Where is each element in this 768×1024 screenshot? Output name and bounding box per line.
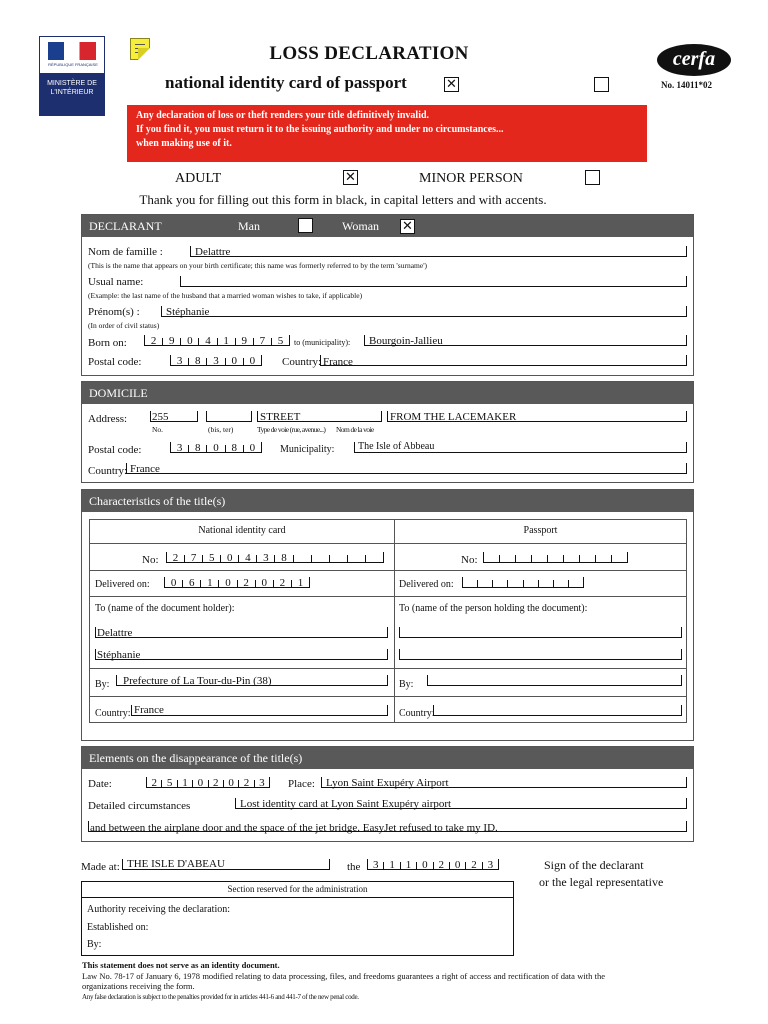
passport-number-field[interactable] bbox=[483, 552, 628, 563]
id-card-heading: National identity card bbox=[198, 525, 286, 536]
titles-heading: Characteristics of the title(s) bbox=[82, 490, 693, 512]
disappearance-section bbox=[81, 746, 694, 842]
delivered-digit bbox=[554, 580, 569, 587]
id-card-delivered-cell bbox=[89, 570, 395, 597]
id-digit bbox=[348, 555, 366, 562]
first-name-note: (In order of civil status) bbox=[88, 321, 160, 330]
postal-digit: 0 bbox=[207, 445, 225, 452]
warning-line-3: when making use of it. bbox=[136, 138, 232, 149]
minor-label: MINOR PERSON bbox=[419, 171, 523, 186]
first-name-label: Prénom(s) : bbox=[88, 306, 140, 318]
id-card-by-label: By: bbox=[95, 679, 110, 690]
id-card-holder-last-value: Delattre bbox=[97, 627, 133, 639]
delivered-digit bbox=[493, 580, 508, 587]
admin-established-label: Established on: bbox=[87, 922, 149, 933]
passport-holder-cell bbox=[394, 596, 687, 669]
birth-country-field[interactable] bbox=[320, 355, 687, 366]
number-note: No. bbox=[152, 425, 164, 434]
sig-date-digit: 3 bbox=[487, 859, 494, 871]
passport-by-label: By: bbox=[399, 679, 414, 690]
born-on-digit: 2 bbox=[145, 338, 163, 345]
delivered-digit bbox=[539, 580, 554, 587]
passport-digit bbox=[548, 555, 564, 562]
id-card-delivered-field[interactable] bbox=[164, 577, 310, 588]
titles-section bbox=[81, 489, 694, 741]
adult-label: ADULT bbox=[175, 171, 222, 186]
delivered-digit bbox=[463, 580, 478, 587]
born-on-digit: 9 bbox=[163, 338, 181, 345]
id-digit bbox=[312, 555, 330, 562]
domicile-country-label: Country: bbox=[88, 465, 128, 477]
date-digit: 2 bbox=[239, 780, 254, 787]
circumstances-label: Detailed circumstances bbox=[88, 800, 191, 812]
id-digit: 0 bbox=[221, 555, 239, 562]
born-on-digit: 9 bbox=[236, 338, 254, 345]
delivered-digit bbox=[508, 580, 523, 587]
made-at-value: THE ISLE D'ABEAU bbox=[127, 858, 225, 870]
passport-country-field[interactable] bbox=[433, 705, 682, 716]
street-name-value: FROM THE LACEMAKER bbox=[390, 411, 517, 423]
id-card-country-value: France bbox=[134, 704, 164, 716]
date-digit: 3 bbox=[259, 777, 265, 789]
delivered-digit: 1 bbox=[297, 577, 304, 589]
id-card-holder-cell bbox=[89, 596, 395, 669]
footer-law: Law No. 78-17 of January 6, 1978 modified relating to data processing, files, and freedoms guarantees a right of access and rectification of data with the organizations receiving the form. bbox=[82, 970, 605, 991]
id-card-holder-last-field[interactable] bbox=[95, 627, 388, 638]
circumstances-line-1: Lost identity card at Lyon Saint Exupéry airport bbox=[240, 798, 452, 810]
admin-section bbox=[81, 881, 514, 956]
passport-digit bbox=[532, 555, 548, 562]
passport-country-cell bbox=[394, 696, 687, 723]
passport-digit bbox=[500, 555, 516, 562]
postal-digit: 3 bbox=[171, 445, 189, 452]
adult-checkbox[interactable]: ✕ bbox=[343, 170, 358, 185]
passport-digit bbox=[580, 555, 596, 562]
delivered-digit bbox=[478, 580, 493, 587]
id-digit bbox=[330, 555, 348, 562]
passport-holder-first-field[interactable] bbox=[399, 649, 682, 660]
id-card-country-cell bbox=[89, 696, 395, 723]
date-digit: 1 bbox=[178, 780, 193, 787]
postal-digit: 3 bbox=[207, 358, 225, 365]
country-label: Country: bbox=[282, 356, 322, 368]
id-card-country-field[interactable] bbox=[131, 705, 388, 716]
passport-country-label: Country: bbox=[399, 708, 435, 719]
passport-delivered-label: Delivered on: bbox=[399, 579, 454, 590]
delivered-digit bbox=[524, 580, 539, 587]
delivered-digit: 0 bbox=[219, 580, 237, 587]
domicile-country-field[interactable] bbox=[126, 463, 687, 474]
first-name-value: Stéphanie bbox=[166, 306, 210, 318]
man-label: Man bbox=[238, 219, 260, 233]
signature-date-field[interactable] bbox=[367, 859, 499, 870]
sig-date-digit: 0 bbox=[417, 862, 433, 869]
footer-notes bbox=[82, 960, 605, 1002]
domicile-country-value: France bbox=[130, 463, 160, 475]
id-card-checkbox[interactable]: ✕ bbox=[444, 77, 459, 92]
born-on-label: Born on: bbox=[88, 337, 127, 349]
born-on-digit: 4 bbox=[199, 338, 217, 345]
sig-date-digit: 2 bbox=[434, 862, 450, 869]
date-digit: 2 bbox=[209, 780, 224, 787]
street-type-note: Type de voie (rue, avenue...) bbox=[257, 425, 326, 434]
passport-digit bbox=[516, 555, 532, 562]
passport-number-label: No: bbox=[461, 554, 478, 566]
warning-line-2: If you find it, you must return it to the issuing authority and under no circumstances... bbox=[136, 124, 504, 135]
postal-digit: 0 bbox=[249, 355, 256, 367]
date-the-label: the bbox=[347, 861, 361, 873]
postal-digit: 3 bbox=[171, 358, 189, 365]
passport-digit bbox=[612, 555, 627, 562]
passport-digit bbox=[564, 555, 580, 562]
id-card-holder-first-value: Stéphanie bbox=[97, 649, 141, 661]
id-digit: 7 bbox=[185, 555, 203, 562]
date-digit: 0 bbox=[224, 780, 239, 787]
passport-holder-label: To (name of the person holding the document): bbox=[399, 603, 588, 614]
id-card-number-label: No: bbox=[142, 554, 159, 566]
passport-by-cell bbox=[394, 668, 687, 697]
date-label: Date: bbox=[88, 778, 112, 790]
born-on-digit: 5 bbox=[277, 335, 284, 347]
passport-checkbox[interactable] bbox=[594, 77, 609, 92]
postal-digit: 0 bbox=[226, 358, 244, 365]
date-digit: 5 bbox=[162, 780, 177, 787]
admin-authority-label: Authority receiving the declaration: bbox=[87, 904, 231, 915]
declarant-section bbox=[81, 214, 694, 376]
cerfa-number: No. 14011*02 bbox=[661, 80, 713, 90]
id-digit: 5 bbox=[203, 555, 221, 562]
domicile-municipality-label: Municipality: bbox=[280, 444, 335, 455]
id-card-by-value: Prefecture of La Tour-du-Pin (38) bbox=[123, 675, 272, 687]
sig-date-digit: 1 bbox=[401, 862, 417, 869]
sig-date-digit: 2 bbox=[466, 862, 482, 869]
id-card-header-cell bbox=[89, 519, 395, 544]
born-on-digit: 7 bbox=[254, 338, 272, 345]
id-digit: 3 bbox=[257, 555, 275, 562]
sig-date-digit: 1 bbox=[384, 862, 400, 869]
signature-label-2: or the legal representative bbox=[539, 875, 664, 889]
woman-label: Woman bbox=[342, 219, 380, 233]
domicile-postal-code-field[interactable] bbox=[170, 442, 262, 453]
id-card-delivered-label: Delivered on: bbox=[95, 579, 150, 590]
logo-ministry-text: MINISTÈRE DE L'INTÉRIEUR bbox=[40, 73, 104, 116]
usual-name-label: Usual name: bbox=[88, 276, 144, 288]
disappearance-heading: Elements on the disappearance of the title(s) bbox=[82, 747, 693, 769]
date-digit: 0 bbox=[193, 780, 208, 787]
municipality-label: to (municipality): bbox=[294, 338, 351, 347]
passport-delivered-cell bbox=[394, 570, 687, 597]
id-card-number-cell bbox=[89, 543, 395, 571]
domicile-municipality-value: The Isle of Abbeau bbox=[358, 441, 435, 452]
place-value: Lyon Saint Exupéry Airport bbox=[326, 777, 449, 789]
street-number-value: 255 bbox=[152, 411, 169, 423]
sig-date-digit: 3 bbox=[368, 862, 384, 869]
place-label: Place: bbox=[288, 778, 315, 790]
passport-number-cell bbox=[394, 543, 687, 571]
usual-name-field[interactable] bbox=[180, 276, 687, 287]
delivered-digit: 0 bbox=[256, 580, 274, 587]
passport-heading: Passport bbox=[523, 525, 558, 536]
cerfa-logo: cerfa bbox=[657, 44, 731, 76]
logo-republic-text: RÉPUBLIQUE FRANÇAISE bbox=[48, 62, 98, 67]
date-digit: 2 bbox=[147, 780, 162, 787]
id-card-number-field[interactable] bbox=[166, 552, 384, 563]
passport-delivered-field[interactable] bbox=[462, 577, 584, 588]
domicile-section bbox=[81, 381, 694, 483]
warning-line-1: Any declaration of loss or theft renders your title definitively invalid. bbox=[136, 110, 430, 121]
warning-banner bbox=[127, 105, 647, 162]
birth-country-value: France bbox=[323, 356, 353, 368]
id-card-holder-label: To (name of the document holder): bbox=[95, 603, 235, 614]
postal-digit: 0 bbox=[249, 442, 256, 454]
id-digit bbox=[294, 555, 312, 562]
made-at-label: Made at: bbox=[81, 861, 120, 873]
admin-by-label: By: bbox=[87, 939, 102, 950]
bis-ter-note: (bis, ter) bbox=[208, 425, 234, 434]
born-on-field[interactable] bbox=[144, 335, 290, 346]
form-subtitle: national identity card of passport bbox=[165, 73, 407, 92]
instructions-text: Thank you for filling out this form in black, in capital letters and with accents. bbox=[139, 192, 547, 207]
footer-penal: Any false declaration is subject to the penalties provided for in articles 441-6 and 441-7 of the new penal code. bbox=[82, 992, 359, 1001]
id-digit: 2 bbox=[167, 555, 185, 562]
form-title: LOSS DECLARATION bbox=[269, 43, 469, 64]
family-name-label: Nom de famille : bbox=[88, 246, 163, 258]
postal-digit: 8 bbox=[226, 445, 244, 452]
disappearance-date-field[interactable] bbox=[146, 777, 270, 788]
first-name-field[interactable] bbox=[161, 306, 687, 317]
passport-digit bbox=[484, 555, 500, 562]
declarant-heading bbox=[82, 215, 693, 237]
id-digit bbox=[366, 555, 383, 562]
declarant-title: DECLARANT bbox=[89, 219, 162, 233]
family-name-field[interactable] bbox=[190, 246, 687, 257]
family-name-note: (This is the name that appears on your birth certificate; this name was formerly referred to by the term 'surname') bbox=[88, 261, 428, 270]
born-on-digit: 1 bbox=[218, 338, 236, 345]
woman-checkbox[interactable]: ✕ bbox=[400, 219, 415, 234]
born-on-digit: 0 bbox=[181, 338, 199, 345]
street-name-note: Nom de la voie bbox=[336, 425, 374, 434]
passport-digit bbox=[596, 555, 612, 562]
delivered-digit: 6 bbox=[183, 580, 201, 587]
delivered-digit bbox=[569, 580, 583, 587]
delivered-digit: 2 bbox=[274, 580, 292, 587]
birth-municipality-value: Bourgoin-Jallieu bbox=[369, 335, 443, 347]
postal-digit: 8 bbox=[189, 445, 207, 452]
id-digit: 4 bbox=[239, 555, 257, 562]
delivered-digit: 1 bbox=[201, 580, 219, 587]
passport-by-field[interactable] bbox=[427, 675, 682, 686]
passport-header-cell bbox=[394, 519, 687, 544]
street-type-value: STREET bbox=[260, 411, 301, 423]
usual-name-note: (Example: the last name of the husband that a married woman wishes to take, if applicable) bbox=[88, 291, 363, 300]
address-label: Address: bbox=[88, 413, 128, 425]
admin-heading: Section reserved for the administration bbox=[82, 882, 513, 898]
signature-label-1: Sign of the declarant bbox=[544, 858, 644, 872]
domicile-postal-label: Postal code: bbox=[88, 444, 142, 456]
minor-checkbox[interactable] bbox=[585, 170, 600, 185]
passport-holder-last-field[interactable] bbox=[399, 627, 682, 638]
delivered-digit: 0 bbox=[165, 580, 183, 587]
delivered-digit: 2 bbox=[238, 580, 256, 587]
sig-date-digit: 0 bbox=[450, 862, 466, 869]
postal-digit: 8 bbox=[189, 358, 207, 365]
domicile-heading: DOMICILE bbox=[82, 382, 693, 404]
circumstances-line-2: and between the airplane door and the space of the jet bridge. EasyJet refused to take my ID. bbox=[90, 822, 498, 834]
birth-postal-code-field[interactable] bbox=[170, 355, 262, 366]
id-card-by-cell bbox=[89, 668, 395, 697]
bis-ter-field[interactable] bbox=[206, 411, 252, 422]
id-card-country-label: Country: bbox=[95, 708, 131, 719]
family-name-value: Delattre bbox=[195, 246, 231, 258]
postal-code-label: Postal code: bbox=[88, 356, 142, 368]
footer-disclaimer: This statement does not serve as an identity document. bbox=[82, 960, 280, 970]
man-checkbox[interactable] bbox=[298, 218, 313, 233]
id-digit: 8 bbox=[275, 555, 293, 562]
